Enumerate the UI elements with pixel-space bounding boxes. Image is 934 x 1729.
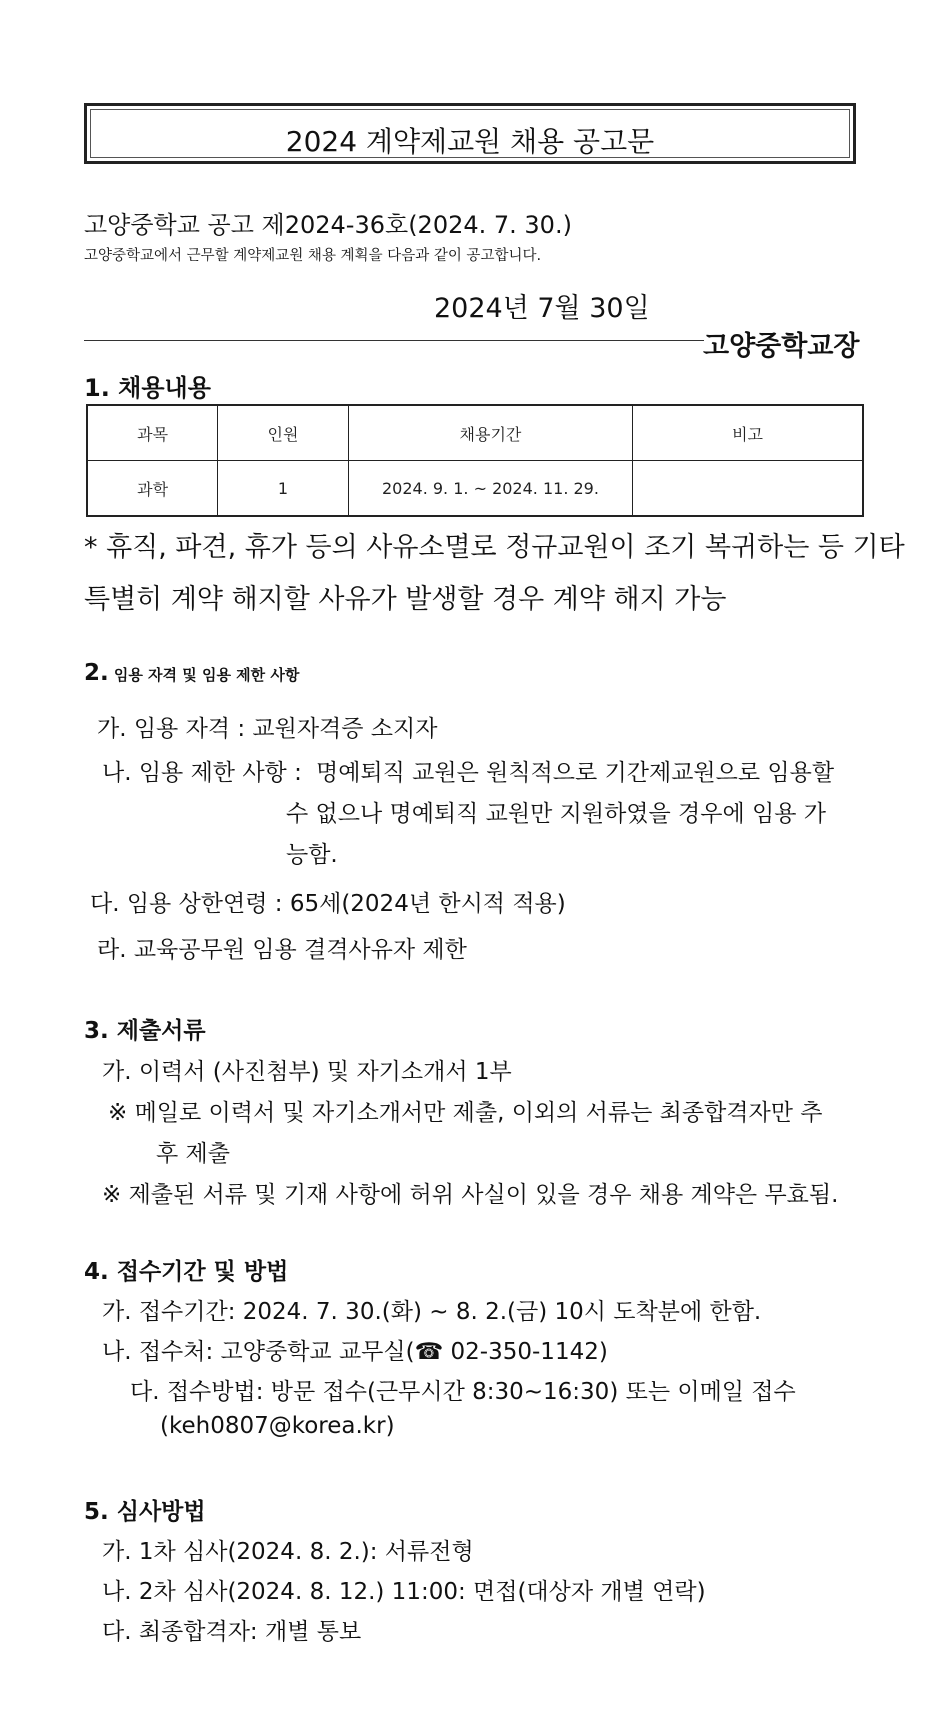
table-cell: 2024. 9. 1. ~ 2024. 11. 29.: [348, 461, 632, 517]
document-title: 2024 계약제교원 채용 공고문: [285, 125, 655, 158]
section2-item-ga: 가. 임용 자격 : 교원자격증 소지자: [97, 716, 438, 742]
table-cell: 과학: [87, 461, 218, 517]
intro-text: 고양중학교에서 근무할 계약제교원 채용 계획을 다음과 같이 공고합니다.: [84, 248, 542, 264]
title-box: [84, 103, 856, 164]
section3-heading: 3. 제출서류: [84, 1018, 206, 1044]
table-row: [87, 461, 863, 517]
section2-item-na-line1: 명예퇴직 교원은 원칙적으로 기간제교원으로 임용할: [316, 760, 835, 786]
section2-item-na-line3: 능함.: [286, 842, 338, 868]
section5-item-ga: 가. 1차 심사(2024. 8. 2.): 서류전형: [102, 1539, 474, 1565]
section2-heading-text: 임용 자격 및 임용 제한 사항: [113, 666, 300, 684]
section5-item-na: 나. 2차 심사(2024. 8. 12.) 11:00: 면접(대상자 개별 연락): [102, 1579, 706, 1605]
section4-item-da-line2: (keh0807@korea.kr): [160, 1413, 395, 1439]
section4-item-na: 나. 접수처: 고양중학교 교무실(☎ 02-350-1142): [102, 1339, 608, 1365]
table-cell: [633, 461, 863, 517]
section4-heading: 4. 접수기간 및 방법: [84, 1259, 289, 1285]
issuer: 고양중학교장: [703, 331, 860, 362]
notice-date: 2024년 7월 30일: [434, 293, 650, 324]
table-header-cell: 채용기간: [348, 405, 632, 461]
section3-item-ga: 가. 이력서 (사진첨부) 및 자기소개서 1부: [102, 1059, 512, 1085]
section5-item-da: 다. 최종합격자: 개별 통보: [102, 1619, 362, 1645]
section5-heading: 5. 심사방법: [84, 1499, 206, 1525]
section2-item-ra: 라. 교육공무원 임용 결격사유자 제한: [97, 937, 467, 963]
section4-item-ga: 가. 접수기간: 2024. 7. 30.(화) ~ 8. 2.(금) 10시 도착분에 한함.: [102, 1299, 762, 1325]
divider-line: [84, 340, 704, 341]
section2-heading: [84, 660, 299, 686]
section3-note2: ※ 제출된 서류 및 기재 사항에 허위 사실이 있을 경우 채용 계약은 무효됨.: [102, 1182, 839, 1208]
section2-item-na-line2: 수 없으나 명예퇴직 교원만 지원하였을 경우에 임용 가: [286, 801, 826, 827]
section2-item-da: 다. 임용 상한연령 : 65세(2024년 한시적 적용): [90, 891, 566, 917]
table-header-cell: 인원: [218, 405, 349, 461]
section1-note-line1: * 휴직, 파견, 휴가 등의 사유소멸로 정규교원이 조기 복귀하는 등 기타: [84, 532, 905, 563]
section4-item-da-line1: 다. 접수방법: 방문 접수(근무시간 8:30~16:30) 또는 이메일 접수: [130, 1379, 796, 1405]
table-header-cell: 비고: [633, 405, 863, 461]
section1-heading: 1. 채용내용: [84, 374, 211, 402]
section3-note1-line2: 후 제출: [156, 1141, 230, 1167]
table-header-cell: 과목: [87, 405, 218, 461]
table-cell: 1: [218, 461, 349, 517]
section2-item-na-label: 나. 임용 제한 사항 :: [102, 760, 302, 786]
table-header-row: [87, 405, 863, 461]
section1-note-line2: 특별히 계약 해지할 사유가 발생할 경우 계약 해지 가능: [84, 584, 727, 615]
section3-note1-line1: ※ 메일로 이력서 및 자기소개서만 제출, 이외의 서류는 최종합격자만 추: [108, 1100, 823, 1126]
notice-number: 고양중학교 공고 제2024-36호(2024. 7. 30.): [84, 211, 572, 239]
section2-heading-number: 2.: [84, 660, 109, 686]
recruit-table: [86, 404, 864, 517]
